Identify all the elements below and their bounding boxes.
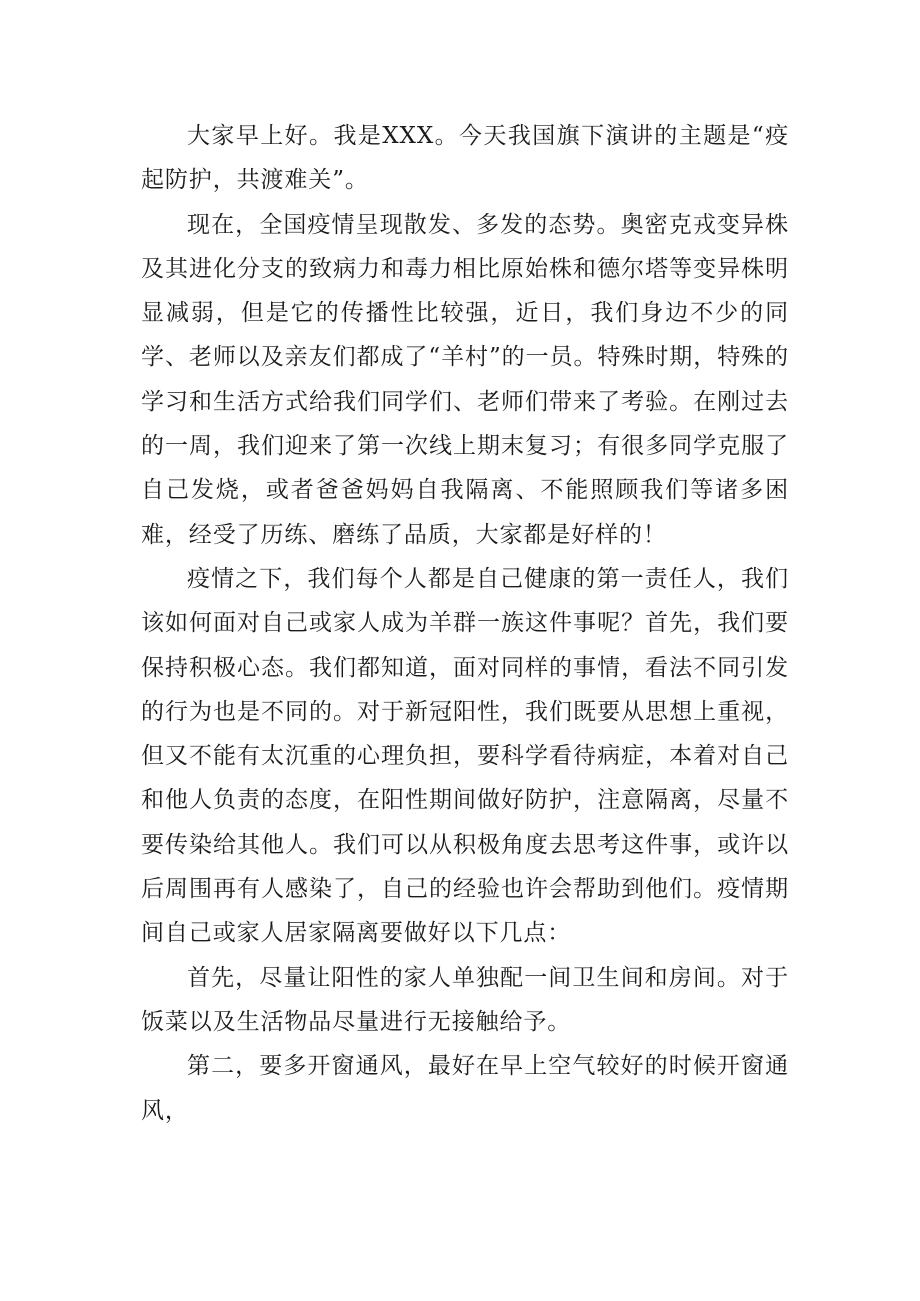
paragraph-situation: 现在，全国疫情呈现散发、多发的态势。奥密克戎变异株及其进化分支的致病力和毒力相比原始株和德尔塔等变异株明显减弱，但是它的传播性比较强，近日，我们身边不少的同学、老师以及亲友们都成了“羊村”的一员。特殊时期，特殊的学习和生活方式给我们同学们、老师们带来了考验。在刚过去的一周，我们迎来了第一次线上期末复习；有很多同学克服了自己发烧，或者爸爸妈妈自我隔离、不能照顾我们等诸多困难，经受了历练、磨练了品质，大家都是好样的！ xyxy=(141,211,789,548)
document-body xyxy=(141,114,789,1133)
paragraph-point-one: 首先，尽量让阳性的家人单独配一间卫生间和房间。对于饭菜以及生活物品尽量进行无接触给予。 xyxy=(141,964,789,1035)
paragraph-greeting: 大家早上好。我是XXX。今天我国旗下演讲的主题是“疫起防护，共渡难关”。 xyxy=(141,123,789,194)
paragraph-point-two: 第二，要多开窗通风，最好在早上空气较好的时候开窗通风， xyxy=(141,1053,789,1124)
paragraph-responsibility: 疫情之下，我们每个人都是自己健康的第一责任人，我们该如何面对自己或家人成为羊群一族这件事呢？首先，我们要保持积极心态。我们都知道，面对同样的事情，看法不同引发的行为也是不同的。对于新冠阳性，我们既要从思想上重视，但又不能有太沉重的心理负担，要科学看待病症，本着对自己和他人负责的态度，在阳性期间做好防护，注意隔离，尽量不要传染给其他人。我们可以从积极角度去思考这件事，或许以后周围再有人感染了，自己的经验也许会帮助到他们。疫情期间自己或家人居家隔离要做好以下几点： xyxy=(141,565,789,947)
